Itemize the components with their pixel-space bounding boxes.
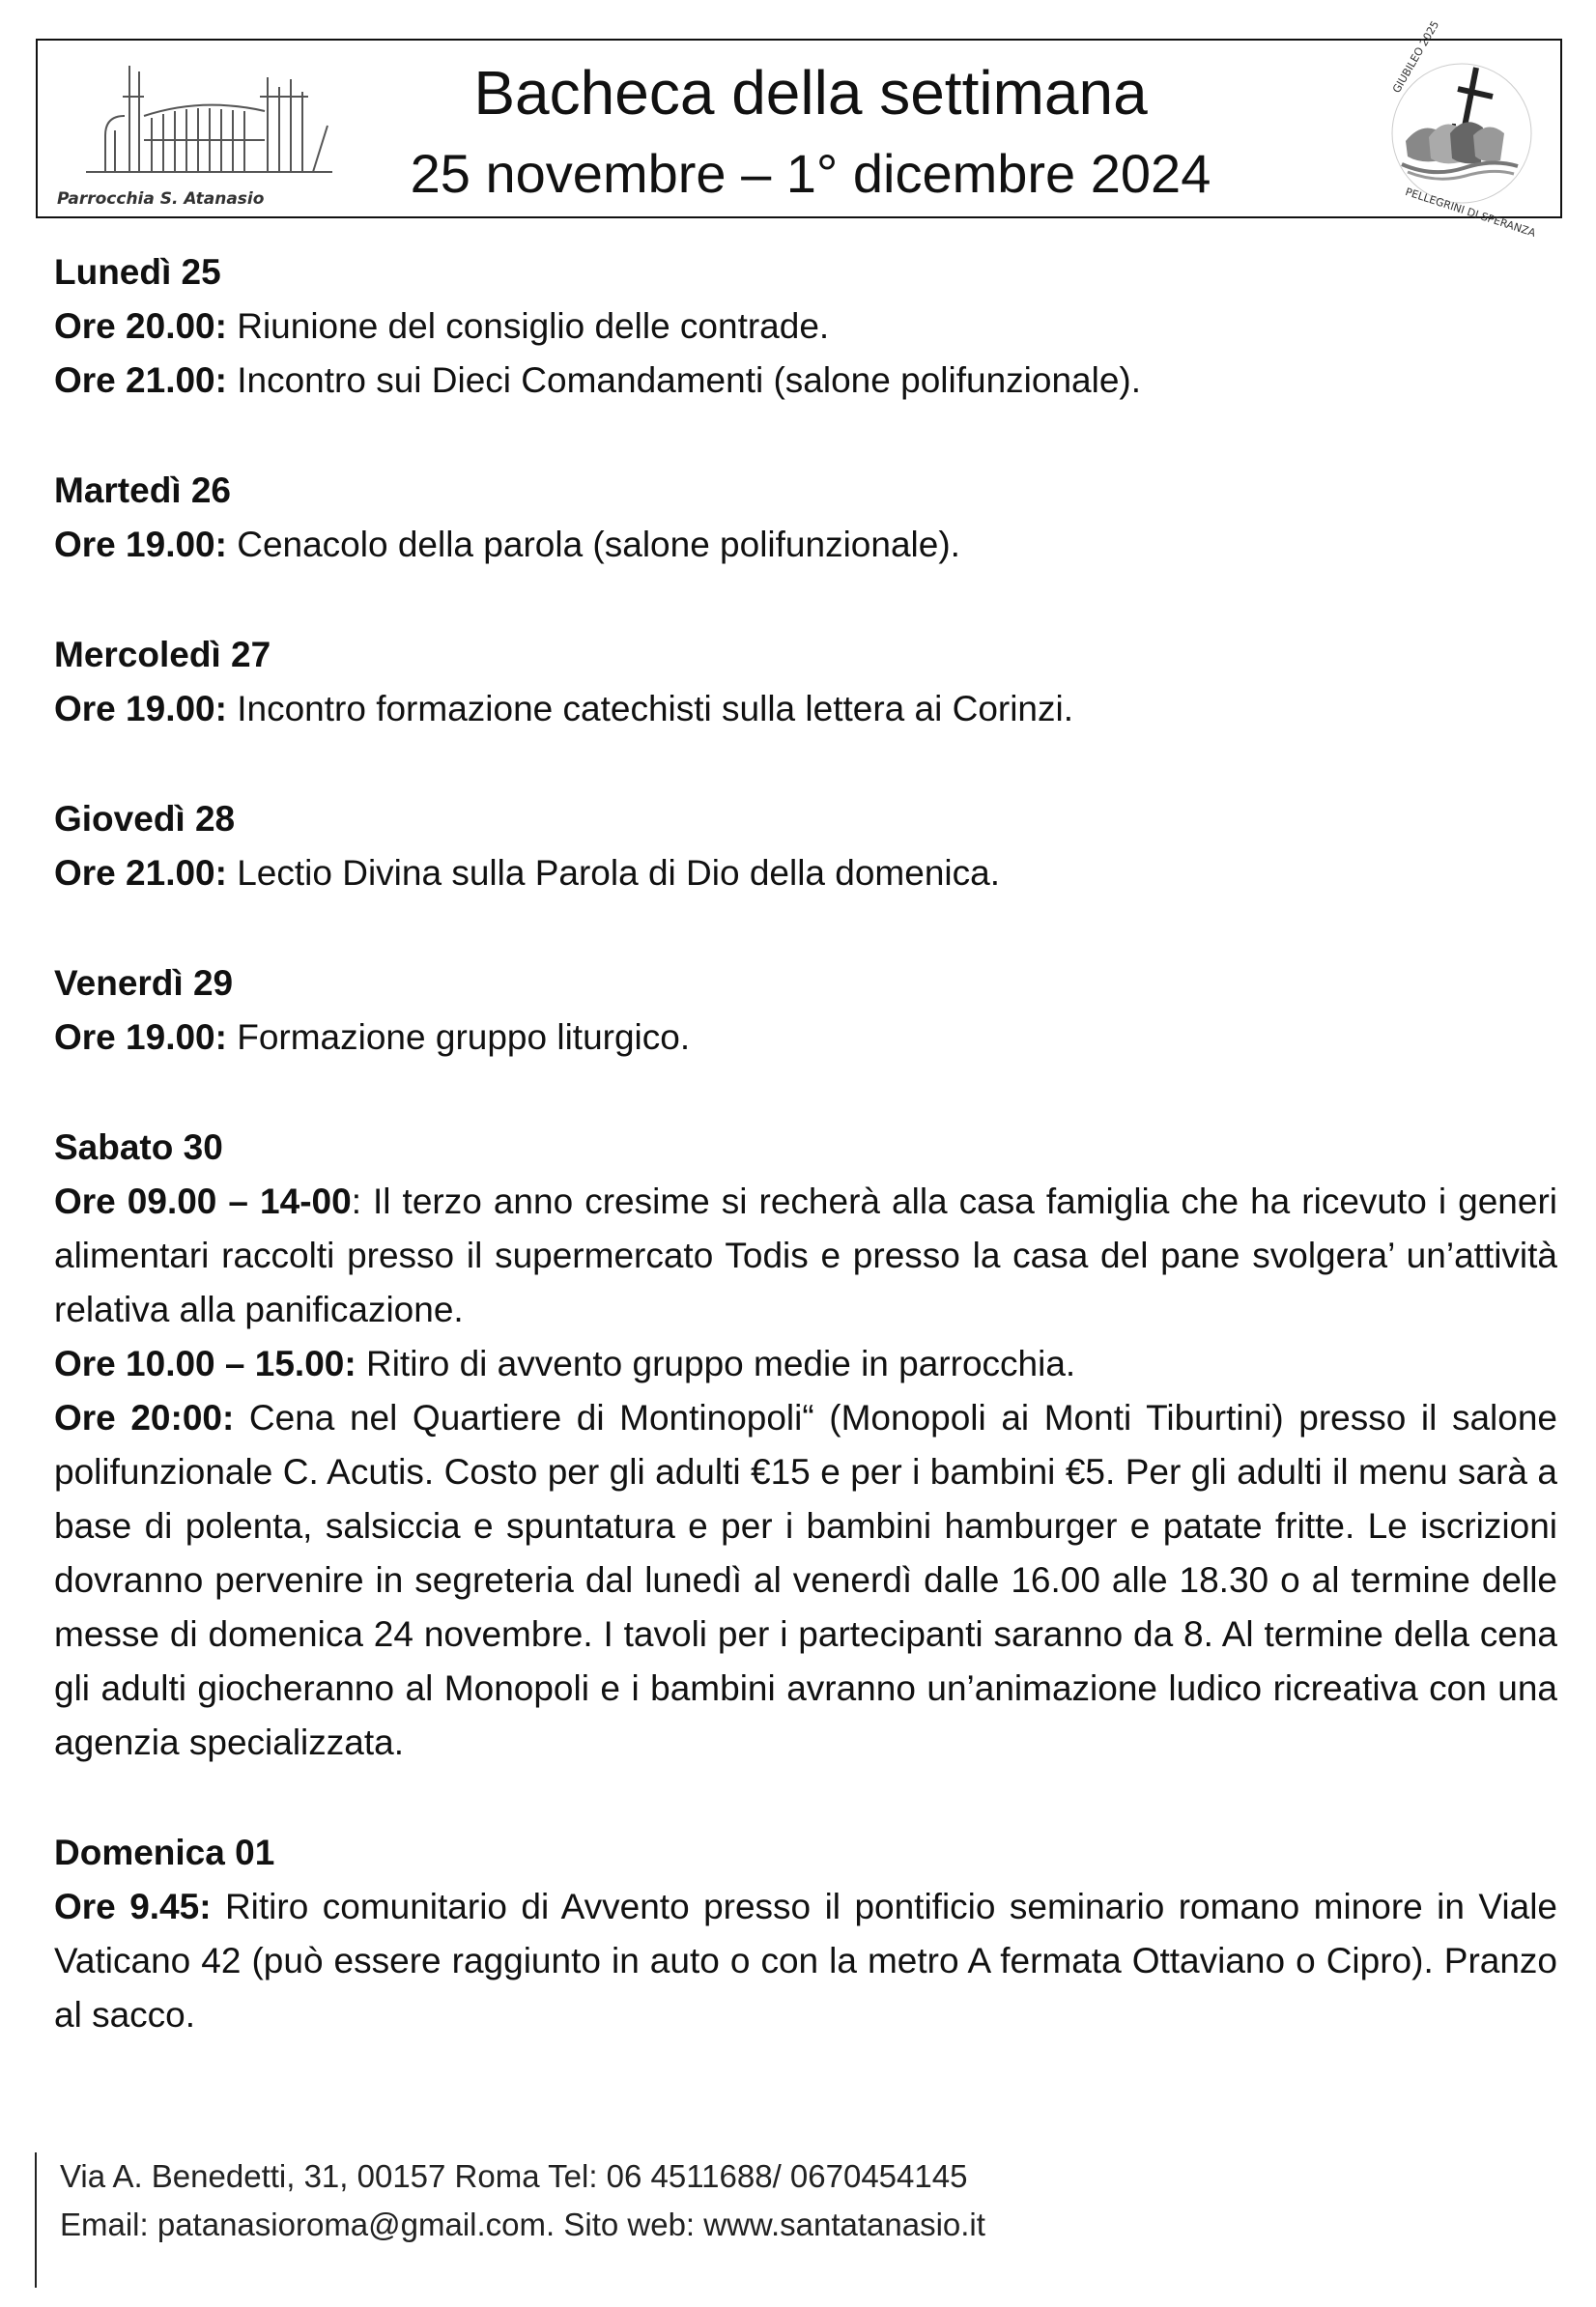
day-title: Sabato 30 <box>54 1127 223 1167</box>
entry-text: Cenacolo della parola (salone polifunzionale). <box>226 525 960 564</box>
entry-text: Riunione del consiglio delle contrade. <box>226 306 830 346</box>
entry-time: Ore 10.00 – 15.00: <box>54 1344 356 1383</box>
schedule-entry <box>54 1337 1557 1391</box>
day-title: Domenica 01 <box>54 1833 275 1872</box>
entry-time: Ore 09.00 – 14-00 <box>54 1182 352 1221</box>
entry-time: Ore 19.00: <box>54 689 227 728</box>
entry-text: Cena nel Quartiere di Montinopoli“ (Monopoli ai Monti Tiburtini) presso il salone polifunzionale C. Acutis. Costo per gli adulti €15 e per i bambini €5. Per gli adulti il menu sarà a base di polenta, salsiccia e spuntatura e per i bambini hamburger e patate fritte. Le iscrizioni dovranno pervenire in segreteria dal lunedì al venerdì dalle 16.00 alle 18.30 o al termine delle messe di domenica 24 novembre. I tavoli per i partecipanti saranno da 8. Al termine della cena gli adulti giocheranno al Monopoli e i bambini avranno un’animazione ludico ricreativa con una agenzia specializzata. <box>54 1398 1557 1762</box>
entry-text: Ritiro comunitario di Avvento presso il pontificio seminario romano minore in Viale Vaticano 42 (può essere raggiunto in auto o con la metro A fermata Ottaviano o Cipro). Pranzo al sacco. <box>54 1887 1557 2035</box>
day-section <box>54 956 1557 1065</box>
parish-logo <box>47 58 356 213</box>
footer-contacts: Email: patanasioroma@gmail.com. Sito web: www.santatanasio.it <box>60 2207 985 2242</box>
day-title: Mercoledì 27 <box>54 635 271 674</box>
weekly-schedule <box>54 245 1557 2042</box>
jubilee-logo-top-text: GIUBILEO 2025 <box>1390 18 1442 96</box>
day-title: Venerdì 29 <box>54 963 234 1003</box>
schedule-entry <box>54 846 1557 900</box>
schedule-entry <box>54 518 1557 572</box>
page-title: Bacheca della settimana <box>473 58 1148 128</box>
page-date-range: 25 novembre – 1° dicembre 2024 <box>410 143 1211 204</box>
header-box <box>36 18 1562 240</box>
footer <box>35 2152 985 2288</box>
entry-time: Ore 19.00: <box>54 525 227 564</box>
entry-time: Ore 21.00: <box>54 360 227 400</box>
day-section <box>54 1826 1557 2042</box>
entry-text: Incontro formazione catechisti sulla lettera ai Corinzi. <box>226 689 1074 728</box>
entry-time: Ore 20.00: <box>54 306 227 346</box>
footer-address: Via A. Benedetti, 31, 00157 Roma Tel: 06 4511688/ 0670454145 <box>60 2158 968 2194</box>
entry-text: : Il terzo anno cresime si recherà alla casa famiglia che ha ricevuto i generi alimentari raccolti presso il supermercato Todis e presso la casa del pane svolgera’ un’attività relativa alla panificazione. <box>54 1182 1557 1329</box>
entry-text: Lectio Divina sulla Parola di Dio della domenica. <box>226 853 1000 893</box>
entry-time: Ore 21.00: <box>54 853 227 893</box>
day-section <box>54 628 1557 736</box>
entry-text: Ritiro di avvento gruppo medie in parrocchia. <box>356 1344 1076 1383</box>
schedule-entry <box>54 299 1557 354</box>
day-section <box>54 464 1557 572</box>
parish-caption: Parrocchia S. Atanasio <box>57 189 265 209</box>
day-section <box>54 792 1557 900</box>
entry-text: Formazione gruppo liturgico. <box>226 1017 691 1057</box>
schedule-entry <box>54 1175 1557 1337</box>
entry-text: Incontro sui Dieci Comandamenti (salone polifunzionale). <box>226 360 1142 400</box>
entry-time: Ore 9.45: <box>54 1887 212 1926</box>
entry-time: Ore 20:00: <box>54 1398 235 1438</box>
schedule-entry <box>54 1011 1557 1065</box>
jubilee-logo-bottom-text: PELLEGRINI DI SPERANZA <box>1403 185 1538 240</box>
schedule-entry <box>54 1880 1557 2042</box>
schedule-entry <box>54 354 1557 408</box>
church-drawing-icon <box>47 58 337 188</box>
schedule-entry <box>54 682 1557 736</box>
schedule-entry <box>54 1391 1557 1770</box>
day-section <box>54 1121 1557 1770</box>
jubilee-logo <box>1384 18 1539 240</box>
day-title: Giovedì 28 <box>54 799 236 839</box>
entry-time: Ore 19.00: <box>54 1017 227 1057</box>
day-title: Martedì 26 <box>54 470 232 510</box>
day-section <box>54 245 1557 408</box>
day-title: Lunedì 25 <box>54 252 221 292</box>
